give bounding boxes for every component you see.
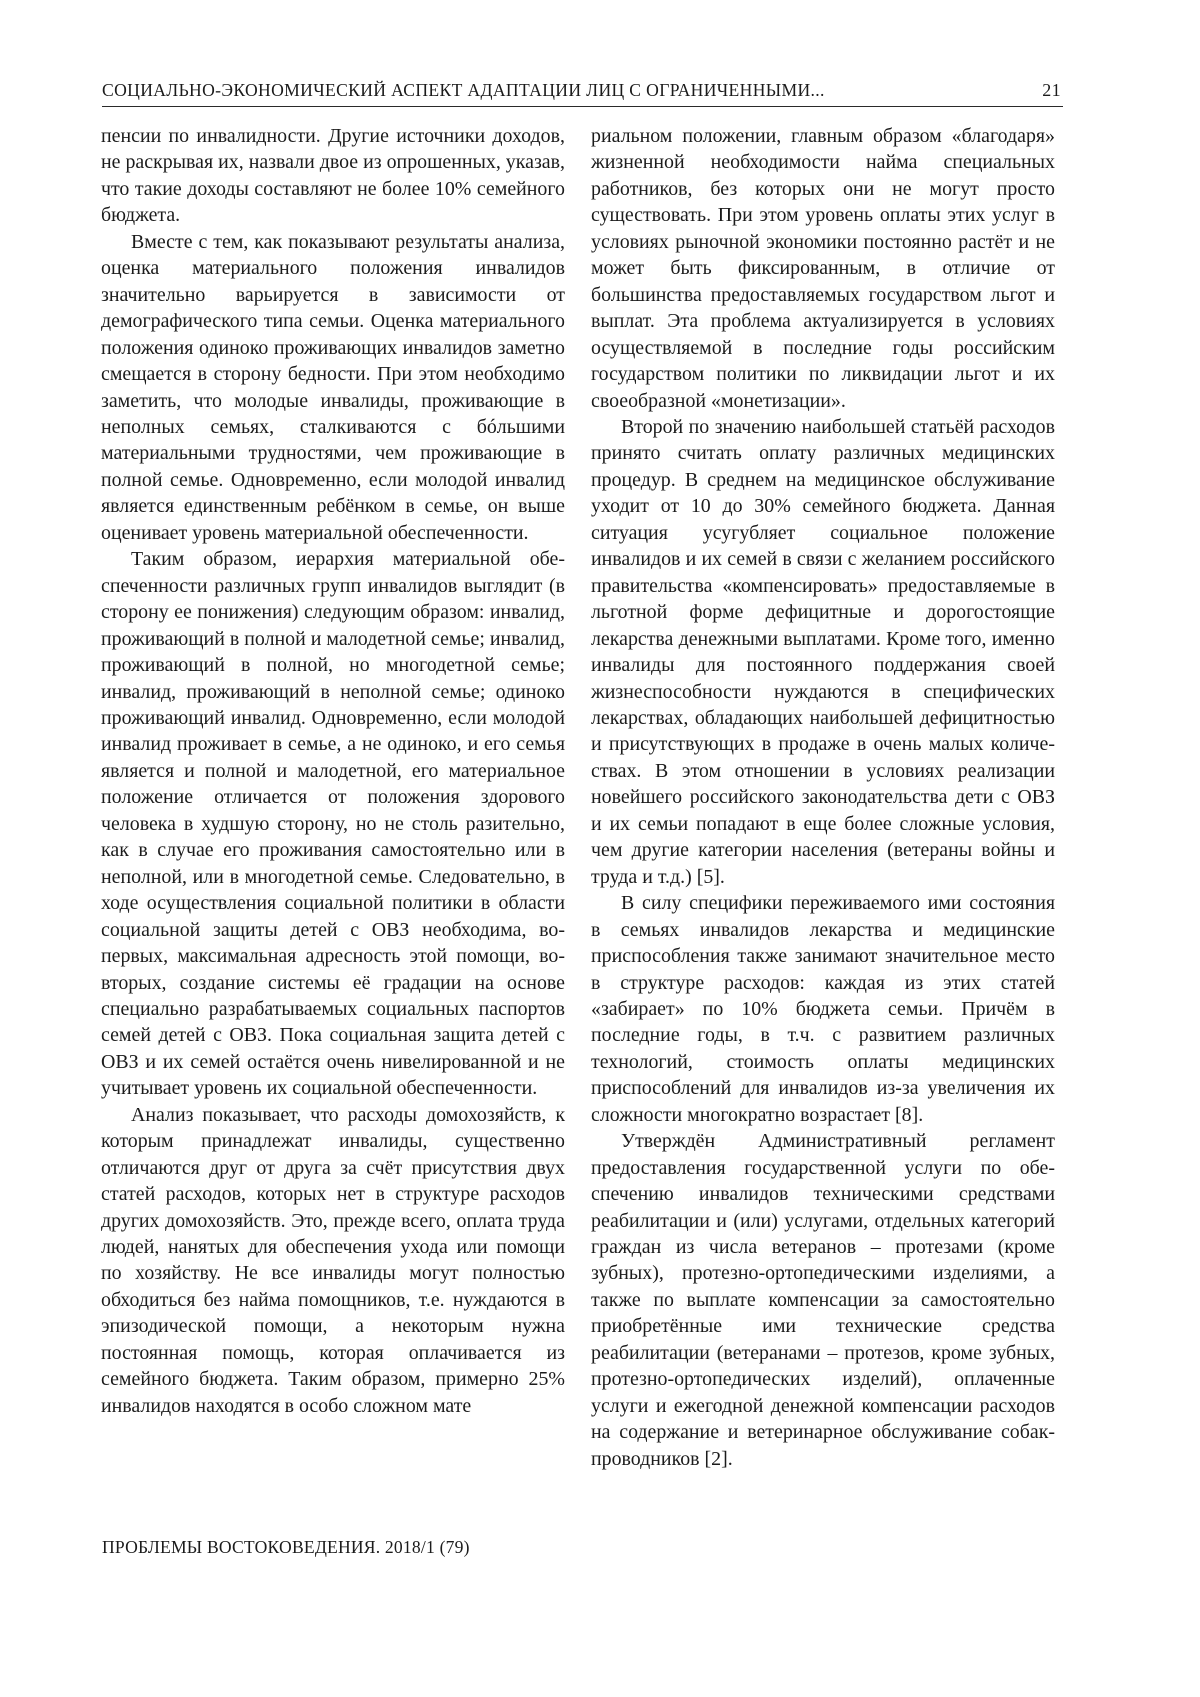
paragraph: Анализ показывает, что расходы домохозяйств, к которым принадлежат инвалиды, существенно отличаются друг от друга за счёт присутствия двух статей расходов, которых нет в структуре расходов других домохозяйств. Это, прежде всего, оплата труда людей, нанятых для обеспечения ухода или помощи по хозяйству. Не все инвалиды могут полностью обходиться без найма помощников, т.е. нуждаются в эпизодической помощи, а некоторым нужна постоянная помощь, которая оплачивается из семейного бюджета. Таким образом, примерно 25% инвалидов находятся в особо сложном мате (101, 1103, 565, 1417)
paragraph: В силу специфики переживаемого ими состояния в семьях инвалидов лекарства и медицинские приспособления также занимают значительное место в структуре расходов: каждая из этих статей «забирает» по 10% бюджета семьи. Причём в последние годы, в т.ч. с развитием различных технологий, стоимость оплаты медицинских приспособлений для инвалидов из-за увеличения их сложности многократно возрастает [8]. (591, 892, 1055, 1126)
paragraph: Второй по значению наибольшей статьёй расходов принято считать оплату различных медицинских процедур. В среднем на медицинское обслуживание уходит от 10 до 30% семейного бюджета. Данная ситуация усугубляет социальное положение инвалидов и их семей в связи с желанием российского правительства «компенсировать» предоставляемые в льготной форме дефицитные и дорогостоящие лекарства денежными выплатами. Кроме того, именно инвалиды для постоянного поддержания своей жизнеспособности нуждаются в специфических лекарствах, обладающих наибольшей дефицитностью и присутствующих в продаже в очень малых количествах. В этом отношении в условиях реализации новейшего российского законодательства дети с ОВЗ и их семьи попадают в еще более сложные условия, чем другие категории населения (ветераны войны и труда и т.д.) [5]. (591, 415, 1055, 888)
journal-footer: ПРОБЛЕМЫ ВОСТОКОВЕДЕНИЯ. 2018/1 (79) (102, 1537, 470, 1557)
paragraph: Таким образом, иерархия материальной обеспеченности различных групп инвалидов выглядит (в сторону ее понижения) следующим образом: инвалид, проживающий в полной и малодетной семье; инвалид, проживающий в полной, но многодетной семье; инвалид, проживающий в неполной семье; одиноко проживающий инвалид. Одновременно, если молодой инвалид проживает в семье, а не одиноко, и его семья является и полной и малодетной, его материальное положение отличается от положения здорового человека в худшую сторону, но не столь разительно, как в случае его проживания самостоятельно или в неполной, или в многодетной семье. Следовательно, в ходе осуществления социальной политики в области социальной защиты детей с ОВЗ необходима, во-первых, максимальная адресность этой помощи, во-вторых, создание системы её градации на основе специально разрабатываемых социальных паспортов семей детей с ОВЗ. Пока социальная защита детей с ОВЗ и их семей остаётся очень нивелированной и не учитывает уровень их социальной обеспеченности. (101, 548, 565, 1100)
paragraph: Утверждён Административный регламент предоставления государственной услуги по обеспечению инвалидов техническими средствами реабилитации и (или) услугами, отдельных категорий граждан из числа ветеранов – протезами (кроме зубных), протезно-ортопедическими изделиями, а также по выплате компенсации за самостоятельно приобретённые ими технические средства реабилитации (ветеранами – протезов, кроме зубных, протезно-ортопедических изделий), оплаченные услуги и ежегодной денежной компенсации расходов на содержание и ветеринарное обслуживание собак-проводников [2]. (591, 1130, 1055, 1470)
left-column (101, 123, 565, 1419)
right-column (591, 123, 1055, 1472)
paragraph: риальном положении, главным образом «благодаря» жизненной необходимости найма специальных работников, без которых они не могут просто существовать. При этом уровень оплаты этих услуг в условиях рыночной экономики постоянно растёт и не может быть фиксированным, в отличие от большинства предоставляемых государством льгот и выплат. Эта проблема актуализируется в условиях осуществляемой в последние годы российским государством политики по ликвидации льгот и их своеобразной «монетизации». (591, 125, 1055, 412)
paragraph: Вместе с тем, как показывают результаты анализа, оценка материального положения инвалидов значительно варьируется в зависимости от демографического типа семьи. Оценка материального положения одиноко проживающих инвалидов заметно смещается в сторону бедности. При этом необходимо заметить, что молодые инвалиды, проживающие в неполных семьях, сталкиваются с бóльшими материальными трудностями, чем проживающие в полной семье. Одновременно, если молодой инвалид является единственным ребёнком в семье, он выше оценивает уровень материальной обеспеченности. (101, 230, 565, 544)
page-number: 21 (1042, 80, 1061, 100)
running-title: СОЦИАЛЬНО-ЭКОНОМИЧЕСКИЙ АСПЕКТ АДАПТАЦИИ ЛИЦ С ОГРАНИЧЕННЫМИ... (102, 80, 825, 100)
paragraph: пенсии по инвалидности. Другие источники доходов, не раскрывая их, назвали двое из опрошенных, указав, что такие доходы составляют не более 10% семейного бюджета. (101, 125, 565, 227)
running-header (102, 78, 1063, 107)
